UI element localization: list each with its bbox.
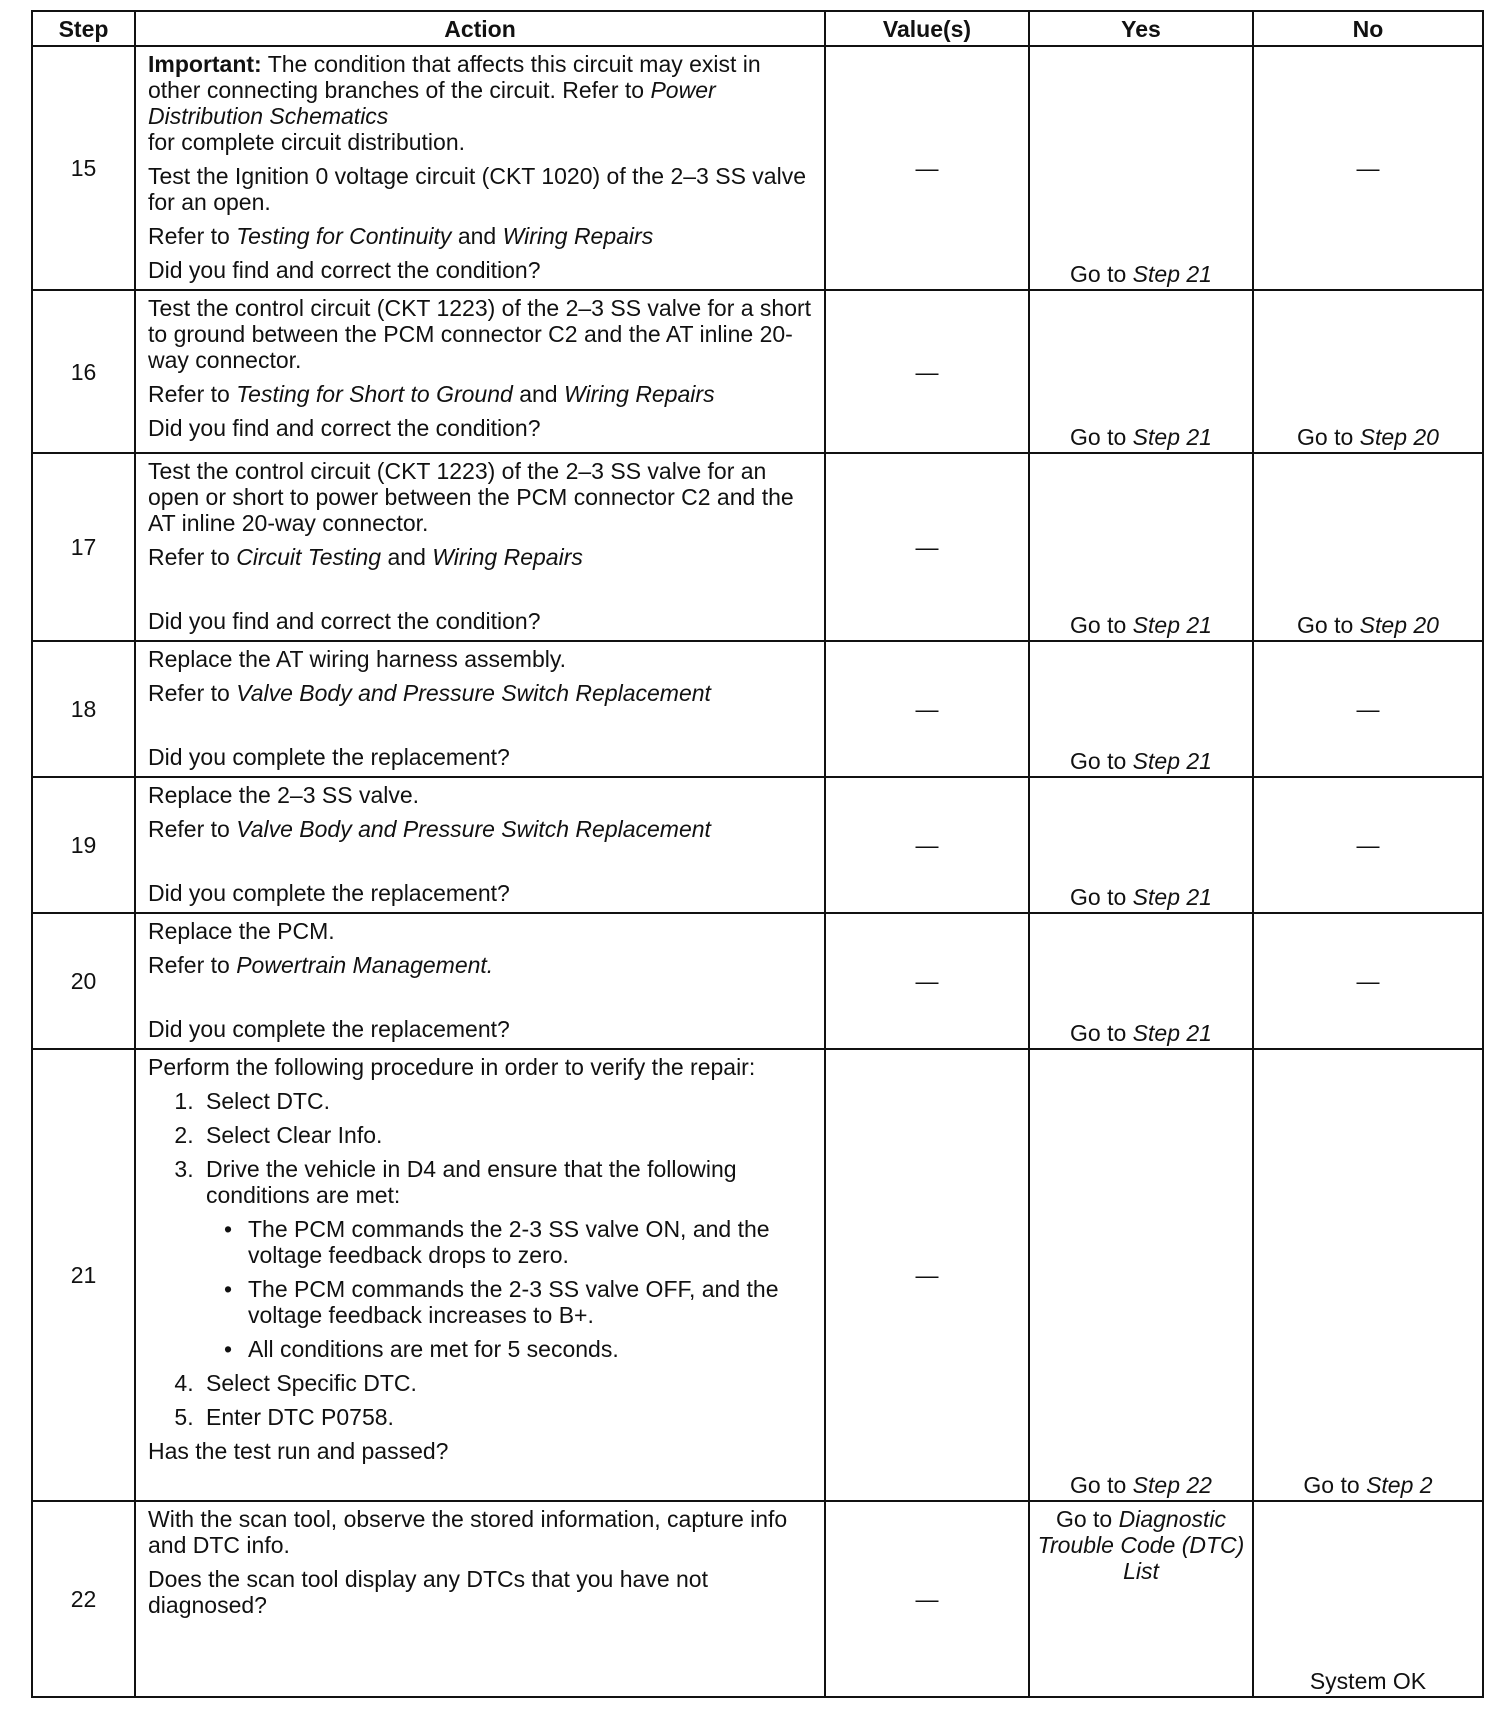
no-cell: [1253, 777, 1483, 913]
no-cell: [1253, 290, 1483, 453]
yes-cell: [1029, 1501, 1253, 1697]
blank-line: [148, 578, 814, 608]
blank-line: [148, 714, 814, 744]
no-cell: [1253, 641, 1483, 777]
value-cell: [825, 1501, 1029, 1697]
goto-prefix: Go to: [1297, 424, 1360, 450]
refer-line: [148, 952, 814, 978]
yes-outcome[interactable]: [1030, 424, 1252, 450]
conjunction: and: [381, 544, 433, 570]
step-number: 22: [32, 1501, 135, 1697]
no-outcome[interactable]: [1254, 1472, 1482, 1498]
dash-mark: —: [1356, 832, 1380, 858]
table-row-step-20: [32, 913, 1483, 1049]
procedure-item: 2. Select Clear Info.: [200, 1122, 814, 1148]
condition-item: • The PCM commands the 2-3 SS valve ON, and the voltage feedback drops to zero.: [242, 1216, 814, 1268]
step-link[interactable]: Step 21: [1132, 884, 1212, 910]
value-cell: [825, 641, 1029, 777]
goto-prefix: Go to: [1070, 261, 1133, 287]
step-link[interactable]: Step 20: [1359, 612, 1439, 638]
question: Did you find and correct the condition?: [148, 608, 541, 634]
no-cell: [1253, 1501, 1483, 1697]
important-text: The condition that affects this circuit may exist in other connecting branches of the circuit. Refer to: [148, 51, 761, 103]
step-link[interactable]: Step 2: [1366, 1472, 1433, 1498]
reference-link[interactable]: Circuit Testing: [236, 544, 382, 570]
goto-prefix: Go to: [1070, 1020, 1133, 1046]
dtc-list-link[interactable]: Diagnostic Trouble Code (DTC) List: [1037, 1506, 1245, 1584]
value-cell: [825, 290, 1029, 453]
step-number: 20: [32, 913, 135, 1049]
step-link[interactable]: Step 22: [1132, 1472, 1212, 1498]
refer-prefix: Refer to: [148, 952, 237, 978]
dash-mark: —: [915, 534, 939, 560]
goto-prefix: Go to: [1070, 884, 1133, 910]
procedure-intro: Perform the following procedure in order to verify the repair:: [148, 1054, 756, 1080]
no-cell: [1253, 46, 1483, 290]
refer-line: [148, 680, 814, 706]
condition-item: • All conditions are met for 5 seconds.: [242, 1336, 814, 1362]
procedure-item: 5. Enter DTC P0758.: [200, 1404, 814, 1430]
action-cell: [135, 641, 825, 777]
reference-link[interactable]: Wiring Repairs: [432, 544, 583, 570]
reference-link[interactable]: Powertrain Management.: [236, 952, 494, 978]
question: Did you find and correct the condition?: [148, 257, 541, 283]
table-row-step-21: [32, 1049, 1483, 1501]
diagnostic-table-page: [31, 10, 1482, 1698]
header-values: Value(s): [825, 11, 1029, 46]
procedure-item: [200, 1156, 814, 1362]
procedure-item: 1. Select DTC.: [200, 1088, 814, 1114]
goto-prefix: Go to: [1070, 612, 1133, 638]
dash-mark: —: [1356, 968, 1380, 994]
question: Did you complete the replacement?: [148, 880, 510, 906]
reference-link[interactable]: Testing for Continuity: [236, 223, 452, 249]
dash-mark: —: [1356, 696, 1380, 722]
reference-link[interactable]: Power Distribution Schematics: [148, 77, 716, 129]
refer-prefix: Refer to: [148, 381, 237, 407]
yes-outcome[interactable]: [1030, 1472, 1252, 1498]
table-row-step-18: [32, 641, 1483, 777]
yes-outcome[interactable]: [1030, 1020, 1252, 1046]
refer-line: [148, 381, 814, 407]
action-cell: [135, 777, 825, 913]
question: Does the scan tool display any DTCs that you have not diagnosed?: [148, 1566, 708, 1618]
header-action: Action: [135, 11, 825, 46]
refer-line: [148, 816, 814, 842]
table-row-step-17: [32, 453, 1483, 641]
table-row-step-16: [32, 290, 1483, 453]
dash-mark: —: [915, 832, 939, 858]
value-cell: [825, 46, 1029, 290]
action-cell: [135, 1049, 825, 1501]
step-number: 15: [32, 46, 135, 290]
goto-prefix: Go to: [1070, 1472, 1133, 1498]
yes-cell: [1029, 777, 1253, 913]
action-cell: [135, 46, 825, 290]
goto-prefix: Go to: [1070, 748, 1133, 774]
yes-cell: [1029, 46, 1253, 290]
refer-prefix: Refer to: [148, 816, 237, 842]
question: Did you complete the replacement?: [148, 744, 510, 770]
goto-prefix: Go to: [1070, 424, 1133, 450]
diagnostic-table: [31, 10, 1484, 1698]
important-tail: for complete circuit distribution.: [148, 129, 466, 155]
header-yes: Yes: [1029, 11, 1253, 46]
action-cell: [135, 453, 825, 641]
test-instruction: Test the Ignition 0 voltage circuit (CKT 1020) of the 2–3 SS valve for an open.: [148, 163, 806, 215]
yes-outcome[interactable]: [1030, 612, 1252, 638]
no-outcome[interactable]: [1254, 612, 1482, 638]
no-cell: [1253, 913, 1483, 1049]
condition-item: • The PCM commands the 2-3 SS valve OFF, and the voltage feedback increases to B+.: [242, 1276, 814, 1328]
instruction: With the scan tool, observe the stored information, capture info and DTC info.: [148, 1506, 788, 1558]
step-number: 19: [32, 777, 135, 913]
question: Has the test run and passed?: [148, 1438, 449, 1464]
yes-outcome[interactable]: [1030, 1506, 1252, 1584]
refer-prefix: Refer to: [148, 680, 237, 706]
test-instruction: Test the control circuit (CKT 1223) of the 2–3 SS valve for a short to ground between the PCM connector C2 and the AT inline 20-way connector.: [148, 295, 812, 373]
table-row-step-19: [32, 777, 1483, 913]
conjunction: and: [512, 381, 564, 407]
dash-mark: —: [915, 1262, 939, 1288]
refer-line: [148, 544, 814, 570]
important-note: [148, 51, 814, 155]
yes-cell: [1029, 913, 1253, 1049]
no-outcome: System OK: [1309, 1668, 1427, 1694]
reference-link[interactable]: Wiring Repairs: [563, 381, 715, 407]
yes-outcome[interactable]: [1030, 884, 1252, 910]
reference-link[interactable]: Valve Body and Pressure Switch Replacement: [236, 680, 711, 706]
conjunction: and: [451, 223, 503, 249]
yes-outcome[interactable]: [1030, 748, 1252, 774]
value-cell: [825, 453, 1029, 641]
no-cell: [1253, 453, 1483, 641]
step-link[interactable]: Step 21: [1132, 748, 1212, 774]
value-cell: [825, 1049, 1029, 1501]
refer-line: [148, 223, 814, 249]
procedure-item: 4. Select Specific DTC.: [200, 1370, 814, 1396]
condition-list: [206, 1216, 814, 1362]
procedure-item-text: Drive the vehicle in D4 and ensure that the following conditions are met:: [206, 1156, 737, 1208]
yes-cell: [1029, 1049, 1253, 1501]
reference-link[interactable]: Testing for Short to Ground: [236, 381, 513, 407]
dash-mark: —: [1356, 155, 1380, 181]
instruction: Replace the AT wiring harness assembly.: [148, 646, 567, 672]
action-cell: [135, 913, 825, 1049]
step-link[interactable]: Step 20: [1359, 424, 1439, 450]
refer-prefix: Refer to: [148, 223, 237, 249]
dash-mark: —: [915, 155, 939, 181]
step-link[interactable]: Step 21: [1132, 1020, 1212, 1046]
yes-cell: [1029, 290, 1253, 453]
test-instruction: Test the control circuit (CKT 1223) of the 2–3 SS valve for an open or short to power between the PCM connector C2 and the AT inline 20-way connector.: [148, 458, 794, 536]
no-outcome[interactable]: [1254, 424, 1482, 450]
table-header-row: [32, 11, 1483, 46]
step-number: 16: [32, 290, 135, 453]
no-cell: [1253, 1049, 1483, 1501]
action-cell: [135, 1501, 825, 1697]
reference-link[interactable]: Wiring Repairs: [502, 223, 654, 249]
goto-prefix: Go to: [1303, 1472, 1367, 1498]
step-link[interactable]: Step 21: [1132, 424, 1212, 450]
procedure-list: [148, 1088, 814, 1430]
goto-prefix: Go to: [1297, 612, 1360, 638]
instruction: Replace the PCM.: [148, 918, 335, 944]
question: Did you complete the replacement?: [148, 1016, 510, 1042]
question: Did you find and correct the condition?: [148, 415, 541, 441]
header-step: Step: [32, 11, 135, 46]
step-link[interactable]: Step 21: [1132, 612, 1212, 638]
goto-prefix: Go to: [1055, 1506, 1119, 1532]
yes-cell: [1029, 453, 1253, 641]
yes-cell: [1029, 641, 1253, 777]
blank-line: [148, 850, 814, 880]
important-label: Important:: [148, 51, 262, 77]
step-number: 17: [32, 453, 135, 641]
table-row-step-22: [32, 1501, 1483, 1697]
dash-mark: —: [915, 968, 939, 994]
step-number: 21: [32, 1049, 135, 1501]
reference-link[interactable]: Valve Body and Pressure Switch Replacement: [236, 816, 711, 842]
value-cell: [825, 913, 1029, 1049]
header-no: No: [1253, 11, 1483, 46]
blank-line: [148, 986, 814, 1016]
value-cell: [825, 777, 1029, 913]
refer-prefix: Refer to: [148, 544, 237, 570]
yes-outcome[interactable]: [1030, 261, 1252, 287]
dash-mark: —: [915, 696, 939, 722]
table-row-step-15: [32, 46, 1483, 290]
step-number: 18: [32, 641, 135, 777]
instruction: Replace the 2–3 SS valve.: [148, 782, 420, 808]
action-cell: [135, 290, 825, 453]
dash-mark: —: [915, 1586, 939, 1612]
step-link[interactable]: Step 21: [1132, 261, 1212, 287]
dash-mark: —: [915, 358, 939, 385]
